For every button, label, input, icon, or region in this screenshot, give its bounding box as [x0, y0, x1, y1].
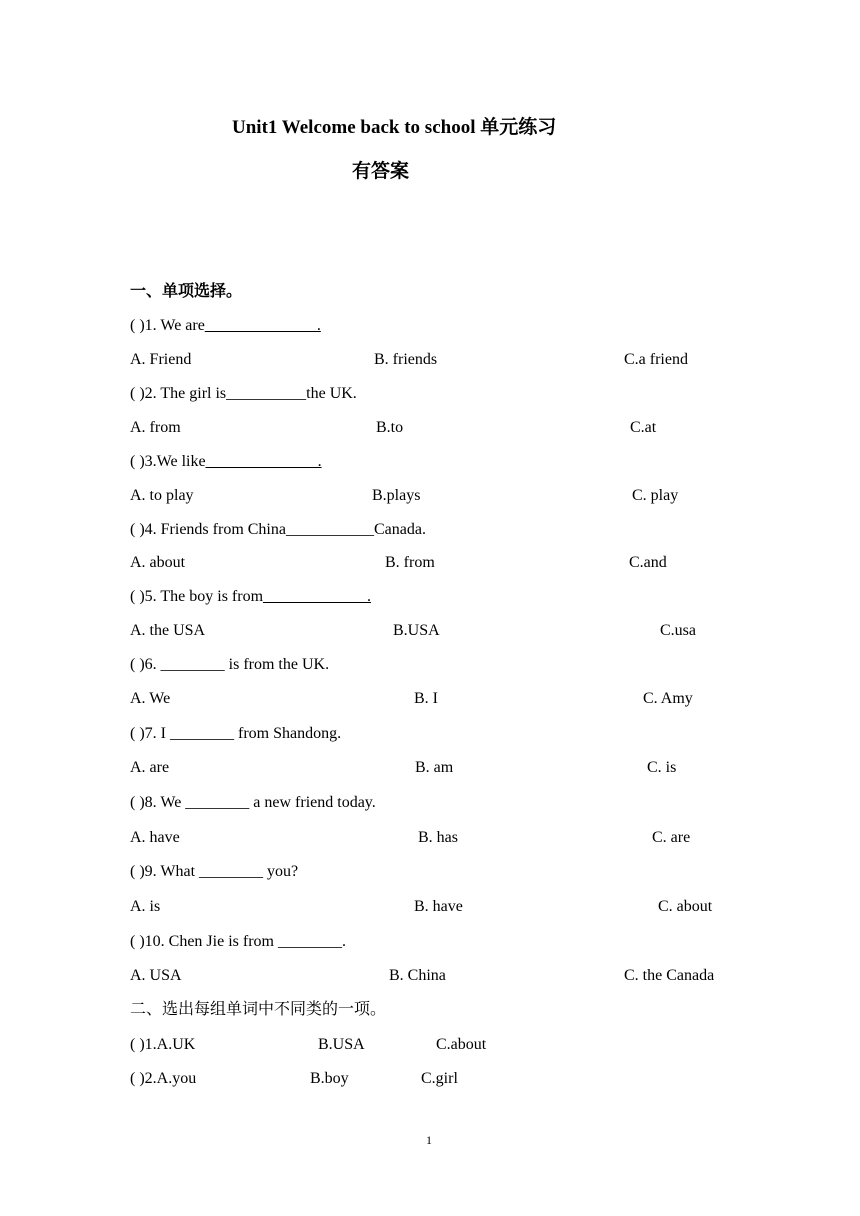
q8-option-a: A. have	[130, 829, 180, 846]
s2-item-2-a: ( )2.A.you	[130, 1070, 197, 1087]
q2-option-a: A. from	[130, 419, 181, 436]
q9-option-c: C. about	[658, 898, 713, 915]
q6-option-b: B. I	[414, 690, 438, 707]
q7-option-c: C. is	[647, 759, 677, 776]
q4-option-a: A. about	[130, 554, 186, 571]
q10-option-a: A. USA	[130, 967, 182, 984]
question-6: ( )6. ________ is from the UK.	[130, 656, 330, 673]
s2-item-2-c: C.girl	[421, 1070, 458, 1087]
q9-option-b: B. have	[414, 898, 463, 915]
question-8: ( )8. We ________ a new friend today.	[130, 794, 376, 811]
q10-option-c: C. the Canada	[624, 967, 715, 984]
question-9: ( )9. What ________ you?	[130, 863, 299, 880]
section2-heading: 二、选出每组单词中不同类的一项。	[130, 1001, 387, 1018]
q3-option-a: A. to play	[130, 487, 194, 504]
q8-option-b: B. has	[418, 829, 458, 846]
q1-option-b: B. friends	[374, 351, 438, 368]
s2-item-1-b: B.USA	[318, 1036, 365, 1053]
q4-option-c: C.and	[629, 554, 667, 571]
q5-option-b: B.USA	[393, 622, 440, 639]
s2-item-1-c: C.about	[436, 1036, 487, 1053]
q4-option-b: B. from	[385, 554, 435, 571]
section1-heading: 一、单项选择。	[130, 283, 243, 300]
q9-option-a: A. is	[130, 898, 161, 915]
q6-option-a: A. We	[130, 690, 171, 707]
s2-item-1-a: ( )1.A.UK	[130, 1036, 196, 1053]
question-1: ( )1. We are______________.	[130, 317, 321, 334]
q7-option-a: A. are	[130, 759, 170, 776]
q5-option-c: C.usa	[660, 622, 696, 639]
question-2: ( )2. The girl is__________the UK.	[130, 385, 357, 402]
q3-option-b: B.plays	[372, 487, 421, 504]
page-number: 1	[426, 1133, 432, 1147]
s2-item-2-b: B.boy	[310, 1070, 349, 1087]
question-7: ( )7. I ________ from Shandong.	[130, 725, 342, 742]
q3-option-c: C. play	[632, 487, 679, 504]
q5-option-a: A. the USA	[130, 622, 206, 639]
q2-option-c: C.at	[630, 419, 657, 436]
q6-option-c: C. Amy	[643, 690, 693, 707]
q8-option-c: C. are	[652, 829, 691, 846]
question-3: ( )3.We like______________.	[130, 453, 322, 470]
q1-option-c: C.a friend	[624, 351, 688, 368]
q1-option-a: A. Friend	[130, 351, 192, 368]
question-10: ( )10. Chen Jie is from ________.	[130, 933, 346, 950]
question-5: ( )5. The boy is from_____________.	[130, 588, 372, 605]
q10-option-b: B. China	[389, 967, 446, 984]
question-4: ( )4. Friends from China___________Canada.	[130, 521, 426, 538]
page-subtitle: 有答案	[352, 161, 410, 182]
page-title: Unit1 Welcome back to school 单元练习	[232, 117, 557, 138]
q2-option-b: B.to	[376, 419, 404, 436]
q7-option-b: B. am	[415, 759, 454, 776]
